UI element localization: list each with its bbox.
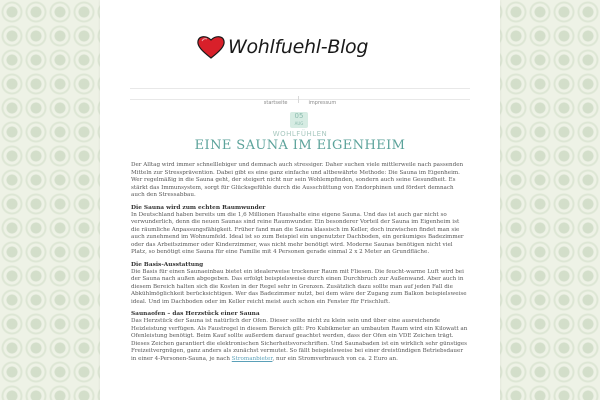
section-heading-basis: Die Basis-Ausstattung (131, 261, 204, 268)
section-body-basis: Die Basis für einen Saunaeinbau bietet ein idealerweise trockener Raum mit Fliesen. Die feucht-warme Luft wird bei der Sauna nach außen abgegeben. Das erfolgt beispielsweise durch einen Durchbruch zur Außenwand. Aber auch in diesem Bereich halten sich die Kosten in der Regel sehr in Grenzen. Zusätzlich dazu sollte man auf jeden Fall die Abkühlmöglichkeit berücksichtigen. Wer das Badezimmer nutzt, bei dem wäre der Zugang zum Balkon beispielsweise ideal. Und im Dachboden oder im Keller reicht meist auch schon ein Fenster für Frischluft. (131, 268, 467, 305)
heart-icon (196, 34, 226, 60)
section-body-saunaofen (131, 318, 469, 363)
saunaofen-text-after-link: , nur ein Stromverbrauch von ca. 2 Euro an. (272, 355, 398, 362)
page-container (100, 0, 500, 400)
post-title[interactable]: EINE SAUNA IM EIGENHEIM (194, 138, 406, 153)
post-date-month: AUG (294, 121, 304, 126)
post-intro: Der Alltag wird immer schnelllebiger und demnach auch stressiger. Daher suchen viele mittlerweile nach passenden Mitteln zur Stressprävention. Dabei gibt es eine ganz einfache und altbewährte Methode: Die Sauna im Eigenheim. Wer regelmäßig in die Sauna geht, der steigert nicht nur sein Wohlempfinden, sondern auch seine Gesundheit. Es stärkt das Immunsystem, sorgt für Glücksgefühle durch die Ausschüttung von Endorphinen und fördert demnach auch den Stressabbau. (131, 162, 464, 198)
nav-item-startseite[interactable]: startseite (263, 100, 288, 106)
site-logo-text: Wohlfuehl-Blog (228, 36, 369, 58)
section-body-raumwunder: In Deutschland haben bereits um die 1,6 Millionen Haushalte eine eigene Sauna. Und das ist auch gar nicht so verwunderlich, denn die neuen Saunas sind reine Raumwunder. Ein besonderer Vorteil der Sauna im Eigenheim ist die räumliche Anpassungsfähigkeit. Früher fand man die Sauna klassisch im Keller, doch inzwischen findet man sie auch zunehmend im Wohnumfeld. Ideal ist so zum Beispiel ein ungenutzter Dachboden, ein geräumiges Badezimmer oder das Arbeitszimmer oder Kinderzimmer, was nicht mehr benötigt wird. Moderne Saunas benötigen nicht viel Platz, so benötigt eine Sauna für eine Familie mit 4 Personen gerade einmal 2 x 2 Meter an Grundfläche. (131, 211, 464, 255)
saunaofen-text-before-link: Das Herzstück der Sauna ist natürlich der Ofen. Dieser sollte nicht zu klein sein und über eine ausreichende Heizleistung verfügen. Als Faustregel in diesem Bereich gilt: Pro Kubikmeter an umbauten Raum wird ein Kilowatt an Ofenleistung benötigt. Beim Kauf sollte außerdem darauf geachtet werden, dass der Ofen ein VDE Zeichen trägt. Dieses Zeichen garantiert die elektronischen Sicherheitsvorschriften. Und Saunabaden ist ein wirklich sehr günstiges Freizeitvergnügen, ganz anders als zunächst vermutet. So fällt beispielsweise bei einer dreistündigen Betriebsdauer in einer 4-Personen-Sauna, je nach (131, 318, 468, 362)
post-date-day: 05 (294, 112, 304, 120)
post-content (131, 162, 469, 367)
main-nav (130, 88, 470, 106)
nav-item-impressum[interactable]: impressum (308, 100, 337, 106)
section-heading-raumwunder: Die Sauna wird zum echten Raumwunder (131, 204, 266, 211)
section-heading-saunaofen: Saunaofen – das Herzstück einer Sauna (131, 311, 260, 317)
site-logo[interactable] (196, 34, 368, 60)
post-category[interactable]: WOHLFÜHLEN (272, 130, 328, 138)
stromanbieter-link[interactable]: Stromanbieter (231, 355, 273, 362)
post-date-badge (290, 112, 308, 128)
